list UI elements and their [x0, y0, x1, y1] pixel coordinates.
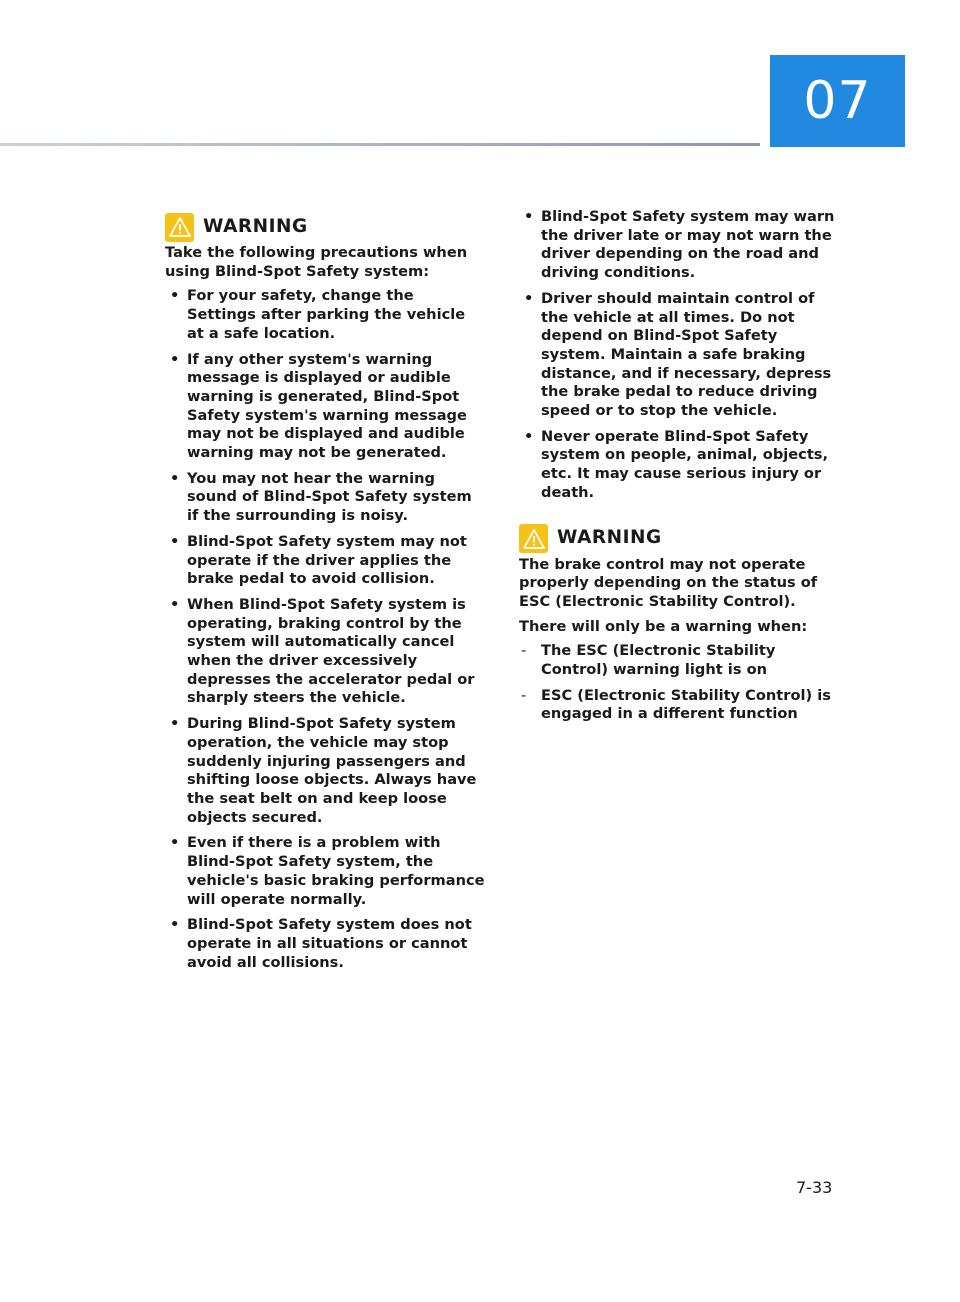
list-item: • Blind-Spot Safety system may warn the driver late or may not warn the driver depending on the road and driving conditions. — [524, 208, 835, 282]
warning-header — [519, 524, 841, 554]
warning-condition-text: There will only be a warning when: — [519, 617, 808, 635]
precautions-list-continued — [519, 208, 841, 503]
warning-header — [165, 212, 485, 242]
list-item: • Even if there is a problem with Blind-Spot Safety system, the vehicle's basic braking performance will operate normally. — [170, 834, 485, 908]
list-item: • Driver should maintain control of the vehicle at all times. Do not depend on Blind-Spot Safety system. Maintain a safe braking distance, and if necessary, depress the brake pedal to reduce driving speed or to stop the vehicle. — [524, 289, 832, 420]
header-rule — [0, 143, 760, 146]
list-item: - The ESC (Electronic Stability Control) warning light is on — [521, 642, 776, 679]
list-item: • Blind-Spot Safety system does not operate in all situations or cannot avoid all collisions. — [170, 916, 472, 971]
list-item: • For your safety, change the Settings after parking the vehicle at a safe location. — [170, 287, 466, 342]
right-column — [519, 208, 841, 731]
warning-triangle-icon — [165, 213, 194, 242]
left-column — [165, 212, 485, 979]
list-item: • Blind-Spot Safety system may not operate if the driver applies the brake pedal to avoid collision. — [170, 532, 467, 588]
warning-title: WARNING — [557, 527, 662, 549]
page-number: 7-33 — [796, 1178, 833, 1197]
warning-conditions-list — [519, 642, 841, 724]
list-item: • When Blind-Spot Safety system is operating, braking control by the system will automatically cancel when the driver excessively depresses the accelerator pedal or sharply steers the vehicle. — [170, 595, 475, 707]
precautions-list — [165, 287, 485, 972]
chapter-tab — [770, 55, 905, 147]
list-item: • You may not hear the warning sound of Blind-Spot Safety system if the surrounding is noisy. — [170, 469, 472, 525]
list-item: • During Blind-Spot Safety system operation, the vehicle may stop suddenly injuring passengers and shifting loose objects. Always have the seat belt on and keep loose objects secured. — [170, 715, 477, 826]
chapter-number: 07 — [803, 71, 872, 131]
warning-title: WARNING — [203, 215, 308, 237]
warning-triangle-icon — [519, 524, 548, 553]
warning-intro: Take the following precautions when using Blind-Spot Safety system: — [165, 244, 468, 280]
list-item: • Never operate Blind-Spot Safety system on people, animal, objects, etc. It may cause serious injury or death. — [524, 427, 829, 501]
brake-warning-text: The brake control may not operate properly depending on the status of ESC (Electronic Stability Control). — [519, 555, 818, 610]
list-item: • If any other system's warning message is displayed or audible warning is generated, Blind-Spot Safety system's warning message may not be displayed and audible warning may not be generated. — [170, 350, 467, 462]
list-item: - ESC (Electronic Stability Control) is engaged in a different function — [521, 686, 831, 723]
